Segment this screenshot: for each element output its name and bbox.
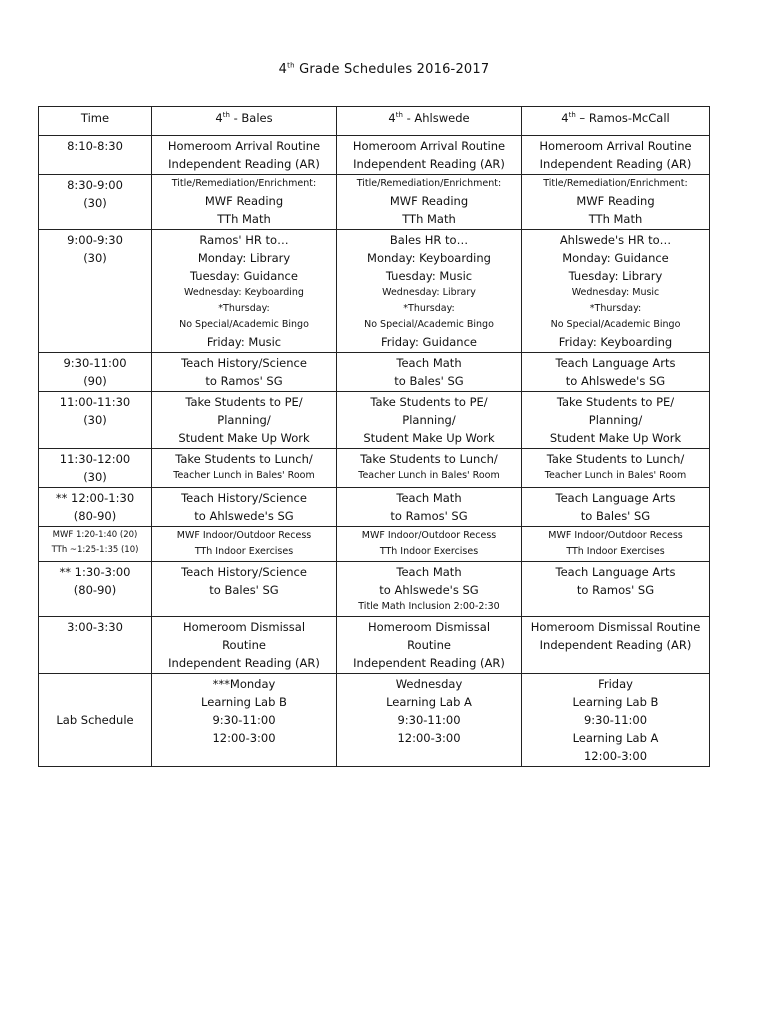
schedule-cell-ramos-mccall [522, 353, 710, 392]
cell-line: Independent Reading (AR) [539, 157, 692, 171]
schedule-cell-ahlswede [337, 136, 522, 175]
schedule-cell-ramos-mccall [522, 449, 710, 488]
schedule-cell-bales [152, 488, 337, 527]
cell-line: Take Students to Lunch/ [175, 452, 313, 466]
table-row [39, 488, 710, 527]
table-row [39, 449, 710, 488]
cell-line: Homeroom Dismissal Routine [530, 620, 701, 634]
cell-line: Independent Reading (AR) [539, 638, 692, 652]
table-row [39, 136, 710, 175]
cell-line: MWF Indoor/Outdoor Recess [548, 530, 683, 541]
column-header-ramos-mccall: 4th – Ramos-McCall [522, 107, 710, 136]
cell-line: TTh Indoor Exercises [194, 546, 294, 557]
schedule-cell-ahlswede [337, 230, 522, 353]
cell-line: Planning/ [588, 413, 643, 427]
cell-line: Title/Remediation/Enrichment: [356, 178, 502, 189]
cell-line: (30) [83, 470, 107, 484]
cell-line: *Thursday: [218, 303, 270, 314]
schedule-cell-ahlswede [337, 674, 522, 767]
cell-line: Homeroom Arrival Routine [167, 139, 321, 153]
cell-line: MWF Indoor/Outdoor Recess [361, 530, 497, 541]
cell-line: Student Make Up Work [363, 431, 495, 445]
cell-line: Independent Reading (AR) [353, 157, 505, 171]
page-title: 4th Grade Schedules 2016-2017 [278, 61, 490, 77]
cell-line: Friday [598, 677, 633, 691]
cell-line: No Special/Academic Bingo [550, 319, 681, 330]
cell-line: (80-90) [73, 509, 117, 523]
cell-line: Learning Lab B [201, 695, 287, 709]
cell-line: Teach History/Science [181, 565, 307, 579]
cell-line: to Bales' SG [580, 509, 651, 523]
schedule-cell-ramos-mccall [522, 527, 710, 562]
cell-line: ***Monday [212, 677, 276, 691]
cell-line: Wednesday [395, 677, 463, 691]
schedule-cell-bales [152, 674, 337, 767]
cell-line: Bales HR to… [389, 233, 469, 247]
cell-line: Homeroom Dismissal [367, 620, 491, 634]
cell-line: to Ahlswede's SG [379, 583, 479, 597]
schedule-cell-ahlswede [337, 353, 522, 392]
cell-line: 9:00-9:30 [67, 233, 123, 247]
cell-line: Take Students to Lunch/ [360, 452, 498, 466]
cell-line: TTh Indoor Exercises [379, 546, 479, 557]
cell-line: Teach History/Science [181, 356, 307, 370]
schedule-cell-ahlswede [337, 175, 522, 230]
cell-line: Take Students to PE/ [556, 395, 675, 409]
cell-line: MWF Reading [204, 194, 284, 208]
cell-line: Teach Language Arts [555, 565, 676, 579]
schedule-cell-ramos-mccall [522, 230, 710, 353]
schedule-cell-ramos-mccall [522, 136, 710, 175]
cell-line: Routine [222, 638, 266, 652]
time-cell [39, 392, 152, 449]
cell-line: (30) [83, 196, 107, 210]
cell-line: TTh Math [588, 212, 643, 226]
cell-line: 3:00-3:30 [67, 620, 123, 634]
cell-line: 12:00-3:00 [212, 731, 276, 745]
cell-line: ** 12:00-1:30 [55, 491, 135, 505]
table-row [39, 230, 710, 353]
cell-line: Tuesday: Library [568, 269, 663, 283]
cell-line: to Ramos' SG [205, 374, 283, 388]
schedule-cell-bales [152, 392, 337, 449]
time-cell [39, 562, 152, 617]
cell-line: Teach Math [396, 565, 462, 579]
schedule-cell-ahlswede [337, 488, 522, 527]
schedule-cell-ramos-mccall [522, 617, 710, 674]
cell-line: 9:30-11:00 [63, 356, 127, 370]
table-row [39, 392, 710, 449]
time-cell [39, 136, 152, 175]
cell-line: Planning/ [402, 413, 456, 427]
schedule-cell-ahlswede [337, 392, 522, 449]
table-row [39, 175, 710, 230]
cell-line: Student Make Up Work [178, 431, 310, 445]
schedule-cell-bales [152, 562, 337, 617]
cell-line: Routine [407, 638, 451, 652]
cell-line: Teach Language Arts [555, 491, 676, 505]
schedule-cell-ramos-mccall [522, 562, 710, 617]
cell-line: Wednesday: Music [571, 287, 660, 298]
cell-line: Learning Lab A [386, 695, 472, 709]
cell-line: Friday: Keyboarding [558, 335, 673, 349]
cell-line: Teach Math [396, 356, 462, 370]
cell-line: Homeroom Arrival Routine [352, 139, 506, 153]
schedule-table [38, 106, 710, 767]
cell-line: (80-90) [73, 583, 117, 597]
schedule-cell-bales [152, 449, 337, 488]
cell-line: No Special/Academic Bingo [179, 319, 309, 330]
time-cell [39, 674, 152, 767]
cell-line: TTh Indoor Exercises [566, 546, 665, 557]
schedule-cell-bales [152, 175, 337, 230]
cell-line: 8:10-8:30 [67, 139, 123, 153]
cell-line: No Special/Academic Bingo [364, 319, 494, 330]
cell-line: Teach History/Science [181, 491, 307, 505]
time-cell [39, 527, 152, 562]
cell-line: Friday: Guidance [381, 335, 477, 349]
cell-line: 11:30-12:00 [59, 452, 131, 466]
cell-line: Homeroom Arrival Routine [539, 139, 692, 153]
time-cell [39, 617, 152, 674]
schedule-cell-ahlswede [337, 562, 522, 617]
cell-line: TTh ~1:25-1:35 (10) [51, 545, 139, 555]
table-row [39, 674, 710, 767]
cell-line: 11:00-11:30 [59, 395, 131, 409]
cell-line: Planning/ [217, 413, 271, 427]
table-row [39, 527, 710, 562]
schedule-cell-ramos-mccall [522, 392, 710, 449]
schedule-cell-bales [152, 617, 337, 674]
cell-line: to Ramos' SG [390, 509, 468, 523]
cell-line: Independent Reading (AR) [168, 157, 320, 171]
cell-line: to Bales' SG [209, 583, 279, 597]
cell-line: Title/Remediation/Enrichment: [171, 178, 317, 189]
table-row [39, 617, 710, 674]
cell-line: MWF Reading [389, 194, 469, 208]
cell-line: Learning Lab B [572, 695, 659, 709]
time-cell [39, 175, 152, 230]
cell-line: Monday: Keyboarding [367, 251, 491, 265]
cell-line: 12:00-3:00 [397, 731, 461, 745]
schedule-cell-bales [152, 353, 337, 392]
schedule-cell-ahlswede [337, 527, 522, 562]
time-cell [39, 353, 152, 392]
cell-line: Teacher Lunch in Bales' Room [173, 470, 315, 481]
cell-line: Monday: Library [197, 251, 291, 265]
time-cell [39, 488, 152, 527]
cell-line: 8:30-9:00 [67, 178, 123, 192]
cell-line: Tuesday: Music [385, 269, 473, 283]
cell-line: Learning Lab A [572, 731, 659, 745]
column-header-time: Time [39, 107, 152, 136]
cell-line: to Ahlswede's SG [565, 374, 666, 388]
schedule-cell-ramos-mccall [522, 674, 710, 767]
cell-line: Wednesday: Keyboarding [184, 287, 304, 298]
cell-line: Title Math Inclusion 2:00-2:30 [358, 601, 500, 612]
schedule-cell-ramos-mccall [522, 175, 710, 230]
cell-line: Title/Remediation/Enrichment: [543, 178, 688, 189]
cell-line: to Bales' SG [394, 374, 464, 388]
cell-line: TTh Math [402, 212, 456, 226]
schedule-cell-bales [152, 136, 337, 175]
cell-line: Teach Math [396, 491, 462, 505]
cell-line: Student Make Up Work [549, 431, 682, 445]
cell-line: Ahlswede's HR to… [559, 233, 672, 247]
cell-line: (90) [83, 374, 107, 388]
cell-line: MWF 1:20-1:40 (20) [52, 530, 138, 540]
header-row [39, 107, 710, 136]
cell-line: TTh Math [217, 212, 271, 226]
column-header-ahlswede: 4th - Ahlswede [337, 107, 522, 136]
cell-line: Homeroom Dismissal [182, 620, 306, 634]
cell-line: Lab Schedule [56, 713, 134, 727]
cell-line: *Thursday: [403, 303, 455, 314]
time-cell [39, 449, 152, 488]
time-cell [39, 230, 152, 353]
cell-line: to Ramos' SG [576, 583, 655, 597]
cell-line: MWF Indoor/Outdoor Recess [176, 530, 312, 541]
cell-line: Wednesday: Library [382, 287, 476, 298]
schedule-cell-ahlswede [337, 617, 522, 674]
table-row [39, 353, 710, 392]
table-row [39, 562, 710, 617]
cell-line: (30) [83, 413, 107, 427]
cell-line: ** 1:30-3:00 [59, 565, 131, 579]
cell-line: Take Students to PE/ [185, 395, 303, 409]
column-header-bales: 4th - Bales [152, 107, 337, 136]
cell-line: Take Students to Lunch/ [546, 452, 685, 466]
cell-line: Monday: Guidance [562, 251, 669, 265]
cell-line: Take Students to PE/ [370, 395, 488, 409]
cell-line: *Thursday: [589, 303, 642, 314]
cell-line: 9:30-11:00 [212, 713, 276, 727]
cell-line: Teach Language Arts [555, 356, 676, 370]
cell-line: Teacher Lunch in Bales' Room [544, 470, 687, 481]
cell-line: Ramos' HR to… [199, 233, 289, 247]
cell-line: Independent Reading (AR) [168, 656, 320, 670]
schedule-cell-bales [152, 230, 337, 353]
cell-line: to Ahlswede's SG [194, 509, 294, 523]
cell-line: Friday: Music [206, 335, 282, 349]
cell-line: Independent Reading (AR) [353, 656, 505, 670]
cell-line: Teacher Lunch in Bales' Room [358, 470, 500, 481]
cell-line: Tuesday: Guidance [190, 269, 298, 283]
cell-line: MWF Reading [576, 194, 655, 208]
schedule-cell-ahlswede [337, 449, 522, 488]
cell-line: (30) [83, 251, 107, 265]
schedule-cell-ramos-mccall [522, 488, 710, 527]
schedule-cell-bales [152, 527, 337, 562]
cell-line: 12:00-3:00 [583, 749, 648, 763]
cell-line: 9:30-11:00 [397, 713, 461, 727]
cell-line: 9:30-11:00 [583, 713, 648, 727]
